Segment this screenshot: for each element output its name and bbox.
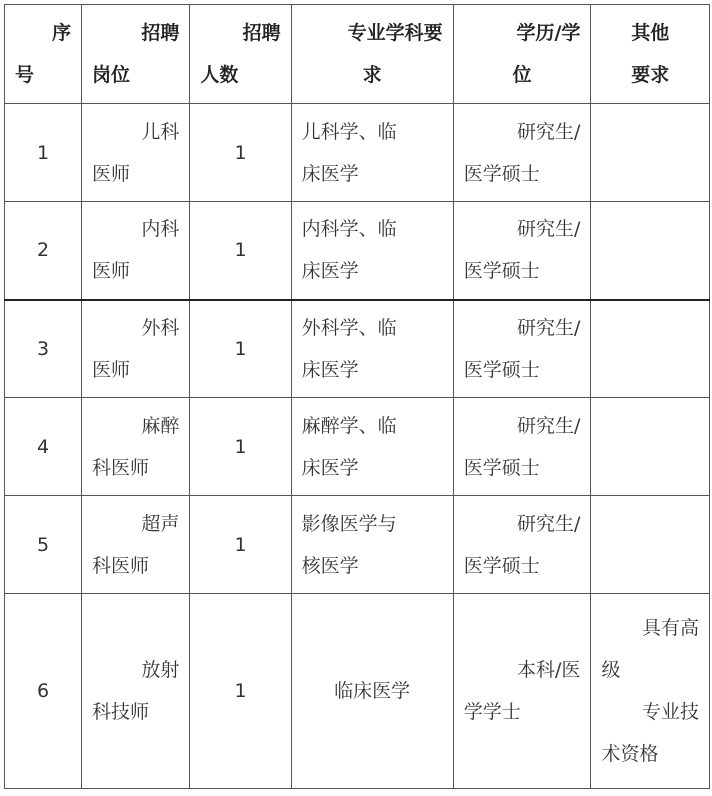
cell-major: 影像医学与 核医学 (291, 496, 453, 594)
header-row (5, 5, 710, 104)
cell-major: 外科学、临 床医学 (291, 300, 453, 398)
cell-other (591, 202, 710, 300)
cell-education: 研究生/ 医学硕士 (453, 104, 591, 202)
cell-position: 超声 科医师 (81, 496, 189, 594)
cell-no: 3 (5, 300, 82, 398)
table-row (5, 300, 710, 398)
table-row (5, 496, 710, 594)
cell-position: 内科 医师 (81, 202, 189, 300)
cell-major: 麻醉学、临 床医学 (291, 398, 453, 496)
header-education: 学历/学 位 (453, 5, 591, 104)
recruitment-table (4, 4, 710, 789)
header-no: 序 号 (5, 5, 82, 104)
cell-education: 研究生/ 医学硕士 (453, 300, 591, 398)
cell-education: 研究生/ 医学硕士 (453, 496, 591, 594)
cell-count: 1 (190, 300, 291, 398)
header-major: 专业学科要 求 (291, 5, 453, 104)
cell-education: 本科/医 学学士 (453, 594, 591, 789)
cell-other (591, 104, 710, 202)
cell-position: 儿科 医师 (81, 104, 189, 202)
cell-major: 临床医学 (291, 594, 453, 789)
table-row (5, 594, 710, 789)
cell-position: 外科 医师 (81, 300, 189, 398)
cell-count: 1 (190, 202, 291, 300)
cell-no: 5 (5, 496, 82, 594)
cell-education: 研究生/ 医学硕士 (453, 398, 591, 496)
table-row (5, 104, 710, 202)
cell-no: 1 (5, 104, 82, 202)
cell-major: 儿科学、临 床医学 (291, 104, 453, 202)
cell-no: 4 (5, 398, 82, 496)
cell-other: 具有高 级 专业技 术资格 (591, 594, 710, 789)
cell-other (591, 398, 710, 496)
cell-count: 1 (190, 104, 291, 202)
header-position: 招聘 岗位 (81, 5, 189, 104)
header-other: 其他 要求 (591, 5, 710, 104)
cell-education: 研究生/ 医学硕士 (453, 202, 591, 300)
cell-count: 1 (190, 496, 291, 594)
header-count: 招聘 人数 (190, 5, 291, 104)
table-row (5, 398, 710, 496)
cell-count: 1 (190, 594, 291, 789)
cell-count: 1 (190, 398, 291, 496)
cell-position: 放射 科技师 (81, 594, 189, 789)
cell-position: 麻醉 科医师 (81, 398, 189, 496)
cell-major: 内科学、临 床医学 (291, 202, 453, 300)
cell-other (591, 496, 710, 594)
cell-no: 6 (5, 594, 82, 789)
table-row (5, 202, 710, 300)
cell-other (591, 300, 710, 398)
cell-no: 2 (5, 202, 82, 300)
